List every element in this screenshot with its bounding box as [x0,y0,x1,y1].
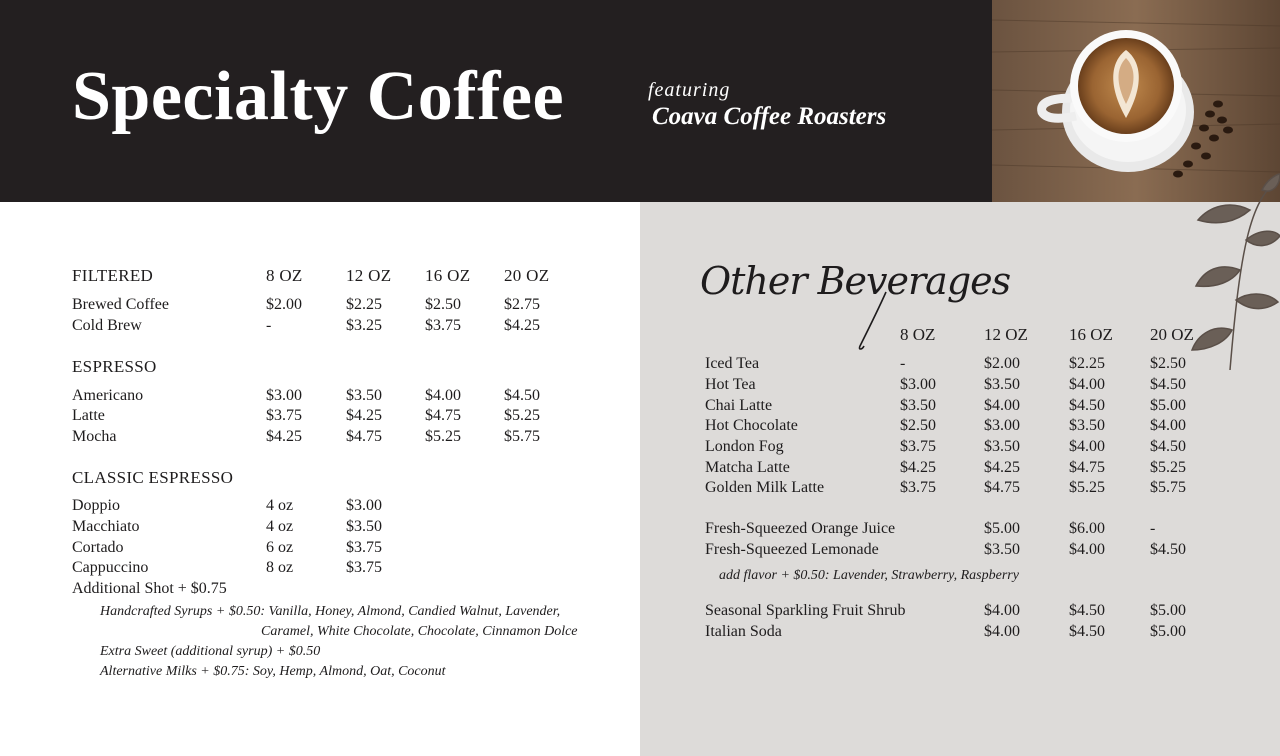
menu-item-price: $5.00 [1150,602,1186,619]
menu-item-name: Mocha [72,428,117,445]
menu-item-price: $4.25 [346,407,382,424]
menu-item-price: $4.50 [504,387,540,404]
menu-item-price: $5.75 [504,428,540,445]
menu-item-price: $2.00 [266,296,302,313]
menu-item-size: 4 oz [266,497,294,514]
menu-item-name: Seasonal Sparkling Fruit Shrub [705,602,906,619]
menu-item-price: $4.50 [1150,541,1186,558]
menu-item-price: $5.25 [1069,479,1105,496]
menu-item-price: $3.50 [984,438,1020,455]
menu-item-price: $3.75 [346,559,382,576]
menu-item-price: $4.00 [425,387,461,404]
menu-item-price: - [266,317,272,334]
menu-item-price: $3.50 [1069,417,1105,434]
additional-shot-text: Additional Shot + $0.75 [72,580,227,597]
menu-item-price: $3.75 [346,539,382,556]
menu-item-price: $3.50 [900,397,936,414]
menu-item-price: - [1150,520,1156,537]
menu-item-price: $4.75 [984,479,1020,496]
menu-item-price: $3.00 [346,497,382,514]
menu-item-name: Fresh-Squeezed Orange Juice [705,520,896,537]
menu-item-name: Italian Soda [705,623,782,640]
roaster-name: Coava Coffee Roasters [652,103,887,130]
espresso-heading: ESPRESSO [72,357,157,376]
header-banner [0,0,992,202]
menu-item-price: $3.00 [266,387,302,404]
other-beverages-title: Other Beverages [700,259,1011,303]
menu-item-price: $2.75 [504,296,540,313]
size-header-20oz: 20 OZ [1150,325,1194,344]
size-header-12oz: 12 OZ [346,266,392,285]
menu-item-size: 6 oz [266,539,294,556]
featuring-label: featuring [648,79,731,101]
menu-item-price: $4.50 [1069,602,1105,619]
menu-item-price: $3.75 [425,317,461,334]
menu-item-name: Latte [72,407,105,424]
menu-item-name: Doppio [72,497,120,514]
menu-item-price: $4.00 [1069,541,1105,558]
menu-item-name: Americano [72,387,144,404]
menu-item-price: $4.25 [984,459,1020,476]
menu-item-price: $5.25 [1150,459,1186,476]
menu-item-price: $2.50 [425,296,461,313]
menu-item-price: $4.00 [984,602,1020,619]
menu-item-name: Cold Brew [72,317,142,334]
menu-item-name: London Fog [705,438,784,455]
syrups-note-continued: Caramel, White Chocolate, Chocolate, Cinnamon Dolce [261,624,578,639]
menu-item-price: $2.25 [1069,355,1105,372]
menu-item-name: Hot Chocolate [705,417,798,434]
syrups-note: Handcrafted Syrups + $0.50: Vanilla, Honey, Almond, Candied Walnut, Lavender, [100,604,561,619]
menu-item-price: $4.25 [504,317,540,334]
menu-item-price: $2.50 [900,417,936,434]
flavor-note: add flavor + $0.50: Lavender, Strawberry, Raspberry [719,568,1019,583]
swash-decoration-icon [850,290,890,352]
menu-item-price: $5.75 [1150,479,1186,496]
menu-item-price: $4.00 [1150,417,1186,434]
menu-item-price: $3.50 [984,376,1020,393]
menu-item-price: $3.25 [346,317,382,334]
size-header-12oz: 12 OZ [984,325,1028,344]
menu-item-name: Cortado [72,539,124,556]
leaf-decoration-icon [1190,170,1280,380]
menu-item-price: $4.75 [425,407,461,424]
size-header-16oz: 16 OZ [425,266,471,285]
classic-espresso-heading: CLASSIC ESPRESSO [72,468,234,487]
menu-title: Specialty Coffee [72,58,565,135]
alt-milks-note: Alternative Milks + $0.75: Soy, Hemp, Almond, Oat, Coconut [100,664,446,679]
menu-item-price: $2.25 [346,296,382,313]
menu-item-price: $4.50 [1150,376,1186,393]
menu-item-price: $3.00 [984,417,1020,434]
menu-item-name: Cappuccino [72,559,149,576]
size-header-16oz: 16 OZ [1069,325,1113,344]
menu-item-price: $5.00 [1150,397,1186,414]
extra-sweet-note: Extra Sweet (additional syrup) + $0.50 [100,644,321,659]
menu-item-price: $4.50 [1150,438,1186,455]
menu-item-price: $4.00 [984,623,1020,640]
menu-item-price: $5.00 [1150,623,1186,640]
menu-item-price: $2.00 [984,355,1020,372]
menu-item-name: Matcha Latte [705,459,790,476]
menu-item-price: $4.25 [266,428,302,445]
menu-item-name: Macchiato [72,518,140,535]
menu-item-price: $3.00 [900,376,936,393]
filtered-heading: FILTERED [72,266,154,285]
menu-item-price: $4.75 [346,428,382,445]
menu-item-price: - [900,355,906,372]
menu-item-name: Chai Latte [705,397,773,414]
menu-item-price: $3.75 [266,407,302,424]
menu-item-name: Fresh-Squeezed Lemonade [705,541,879,558]
menu-item-name: Hot Tea [705,376,756,393]
menu-item-price: $5.25 [425,428,461,445]
menu-item-price: $5.25 [504,407,540,424]
menu-item-name: Golden Milk Latte [705,479,825,496]
menu-item-price: $3.50 [346,387,382,404]
size-header-20oz: 20 OZ [504,266,550,285]
menu-item-name: Iced Tea [705,355,760,372]
menu-item-size: 4 oz [266,518,294,535]
menu-item-price: $4.00 [984,397,1020,414]
menu-item-name: Brewed Coffee [72,296,169,313]
size-header-8oz: 8 OZ [266,266,303,285]
menu-item-price: $5.00 [984,520,1020,537]
menu-item-price: $4.50 [1069,623,1105,640]
menu-item-price: $4.00 [1069,376,1105,393]
menu-item-price: $3.75 [900,479,936,496]
menu-item-price: $4.25 [900,459,936,476]
menu-item-price: $6.00 [1069,520,1105,537]
menu-item-size: 8 oz [266,559,294,576]
menu-item-price: $3.50 [984,541,1020,558]
menu-item-price: $4.75 [1069,459,1105,476]
menu-item-price: $3.75 [900,438,936,455]
menu-item-price: $3.50 [346,518,382,535]
size-header-8oz: 8 OZ [900,325,936,344]
menu-item-price: $4.00 [1069,438,1105,455]
menu-item-price: $2.50 [1150,355,1186,372]
menu-item-price: $4.50 [1069,397,1105,414]
